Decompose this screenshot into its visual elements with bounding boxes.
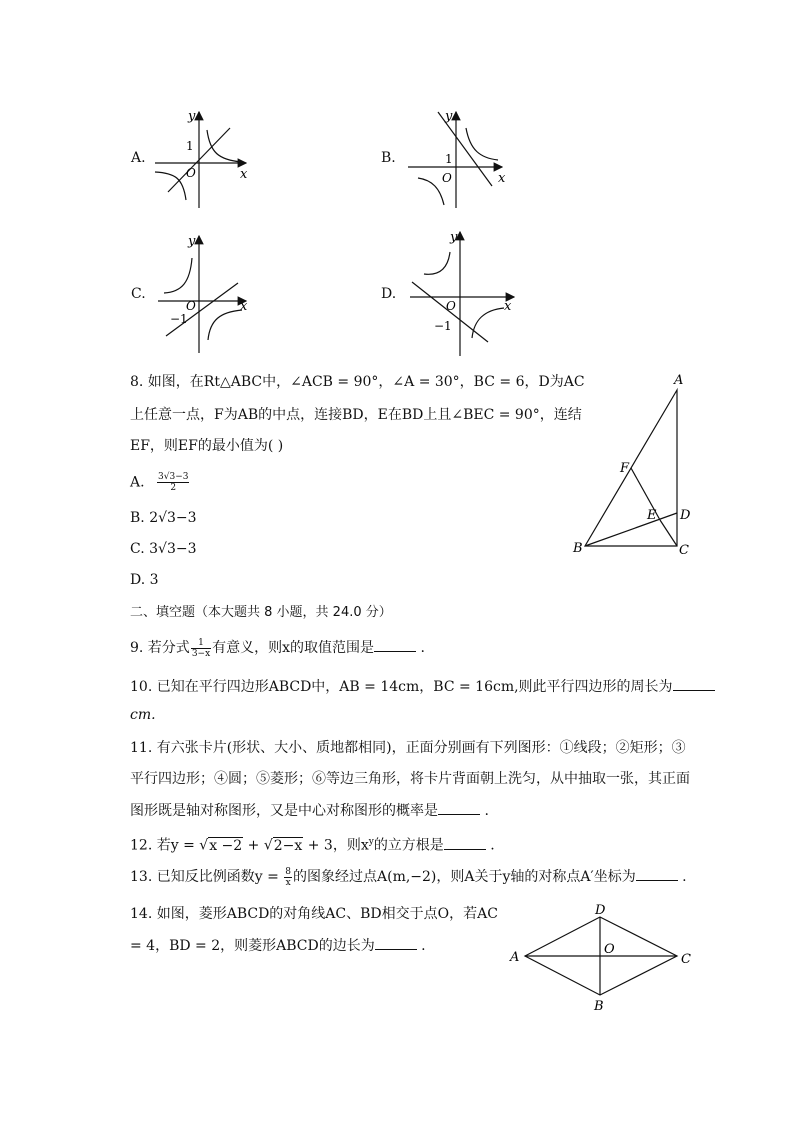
point-a-label: A <box>510 950 520 965</box>
q11-text: 图形既是轴对称图形，又是中心对称图形的概率是 <box>130 803 438 819</box>
q13-suffix: 的图象经过点A(m,−2)，则A关于y轴的对称点A′坐标为 <box>293 869 636 885</box>
q8-line1: 8. 如图，在Rt△ABC中，∠ACB = 90°，∠A = 30°，BC = 6，D为AC <box>130 374 585 390</box>
answer-blank <box>673 676 715 691</box>
line-graph <box>166 283 238 336</box>
fraction-numerator: 1 <box>191 638 211 649</box>
hyperbola-branch <box>155 172 186 200</box>
point-b-label: B <box>573 541 583 556</box>
x-label: x <box>504 299 512 314</box>
q8-option-a-fraction <box>157 472 189 493</box>
point-e-label: E <box>647 508 657 523</box>
segment-bd <box>585 513 677 546</box>
graph-option-d <box>400 224 520 359</box>
q11-end: . <box>480 803 489 819</box>
point-d-label: D <box>680 508 691 523</box>
hyperbola-branch <box>466 128 498 160</box>
q9 <box>130 637 425 659</box>
intercept-label: −1 <box>170 312 188 326</box>
q10-line1 <box>130 676 715 697</box>
intercept-label: −1 <box>434 319 452 333</box>
q8-option-b: B. 2√3−3 <box>130 510 197 526</box>
point-b-label: B <box>594 999 604 1014</box>
q11-line3 <box>130 800 489 821</box>
y-label: y <box>450 230 458 245</box>
y-label: y <box>188 109 196 124</box>
option-d-label: D. <box>381 286 397 302</box>
q12-radicand-1: x −2 <box>209 837 243 854</box>
origin-label: O <box>446 299 456 313</box>
hyperbola-branch <box>424 252 450 274</box>
section-title: 二、填空题（本大题共 8 小题，共 24.0 分） <box>130 605 392 620</box>
q14-line1: 14. 如图，菱形ABCD的对角线AC、BD相交于点O，若AC <box>130 906 498 922</box>
q8-option-c: C. 3√3−3 <box>130 541 197 557</box>
q8-option-a <box>130 472 190 493</box>
q8-triangle-figure <box>565 370 700 560</box>
q9-suffix: 有意义，则x的取值范围是 <box>212 640 375 656</box>
q9-prefix: 9. 若分式 <box>130 640 190 656</box>
q10-line2: cm. <box>130 707 156 723</box>
q10-text: 10. 已知在平行四边形ABCD中，AB = 14cm，BC = 16cm,则此平行四边形的周长为 <box>130 679 673 695</box>
y-label: y <box>188 234 196 249</box>
point-d-label: D <box>595 903 606 918</box>
fraction-numerator: 3√3−3 <box>158 472 189 482</box>
q14-end: . <box>416 938 426 954</box>
answer-blank <box>444 835 486 850</box>
segment-ec <box>660 520 677 546</box>
q9-fraction <box>191 638 211 659</box>
q8-line2: 上任意一点，F为AB的中点，连接BD，E在BD上且∠BEC = 90°，连结 <box>130 407 582 423</box>
q12-suffix: + 3，则x <box>303 837 369 854</box>
point-f-label: F <box>620 461 630 476</box>
option-b-label: B. <box>381 150 396 166</box>
origin-label: O <box>186 166 196 180</box>
point-o-label: O <box>604 942 615 957</box>
q13-prefix: 13. 已知反比例函数y = <box>130 869 284 885</box>
q12-tail: 的立方根是 <box>373 837 444 854</box>
q8-option-a-label: A. <box>130 474 145 491</box>
origin-label: O <box>442 171 452 185</box>
q12-exponent: y <box>368 837 374 847</box>
q12: 12. 若y = √x −2 + √2−x + 3，则$x^y$的立方根是 . <box>130 832 495 856</box>
q9-end: . <box>416 640 425 656</box>
q13-fraction <box>284 867 292 888</box>
intercept-label: 1 <box>186 139 194 153</box>
x-label: x <box>498 171 506 186</box>
q8-option-d: D. 3 <box>130 572 159 588</box>
origin-label: O <box>186 299 196 313</box>
q11-line1: 11. 有六张卡片(形状、大小、质地都相同)，正面分别画有下列图形：①线段；②矩形；③ <box>130 740 686 756</box>
answer-blank <box>636 866 678 881</box>
q12-radicand-2: 2−x <box>273 837 303 854</box>
fraction-numerator: 8 <box>285 866 291 877</box>
fraction-denominator: 2 <box>170 483 177 493</box>
answer-blank <box>375 935 417 950</box>
q13 <box>130 866 687 888</box>
q12-prefix: 12. 若y = <box>130 837 200 854</box>
option-a-label: A. <box>131 150 146 166</box>
q12-end: . <box>485 837 495 854</box>
intercept-label: 1 <box>445 152 453 166</box>
graph-option-b <box>400 100 515 215</box>
point-a-label: A <box>674 373 684 388</box>
q11-line2: 平行四边形；④圆；⑤菱形；⑥等边三角形，将卡片背面朝上洗匀，从中抽取一张，其正面 <box>130 771 690 787</box>
graph-option-a <box>150 100 260 215</box>
y-label: y <box>445 109 453 124</box>
x-label: x <box>240 299 248 314</box>
option-c-label: C. <box>131 286 146 302</box>
hyperbola-branch <box>208 310 242 340</box>
graph-option-c <box>150 228 260 356</box>
point-c-label: C <box>681 952 691 967</box>
fraction-denominator: x <box>285 877 291 888</box>
fraction-denominator: 3−x <box>191 648 211 659</box>
answer-blank <box>374 637 416 652</box>
q14-text: = 4，BD = 2，则菱形ABCD的边长为 <box>130 938 375 954</box>
q14-line2 <box>130 935 426 956</box>
hyperbola-branch <box>418 178 444 205</box>
hyperbola-branch <box>164 258 192 293</box>
answer-blank <box>438 800 480 815</box>
q14-rhombus-figure <box>505 900 705 1015</box>
q13-end: . <box>677 869 687 885</box>
x-label: x <box>240 167 248 182</box>
point-c-label: C <box>679 543 689 558</box>
q8-line3: EF，则EF的最小值为( ) <box>130 438 284 454</box>
q12-plus: + <box>243 837 264 854</box>
